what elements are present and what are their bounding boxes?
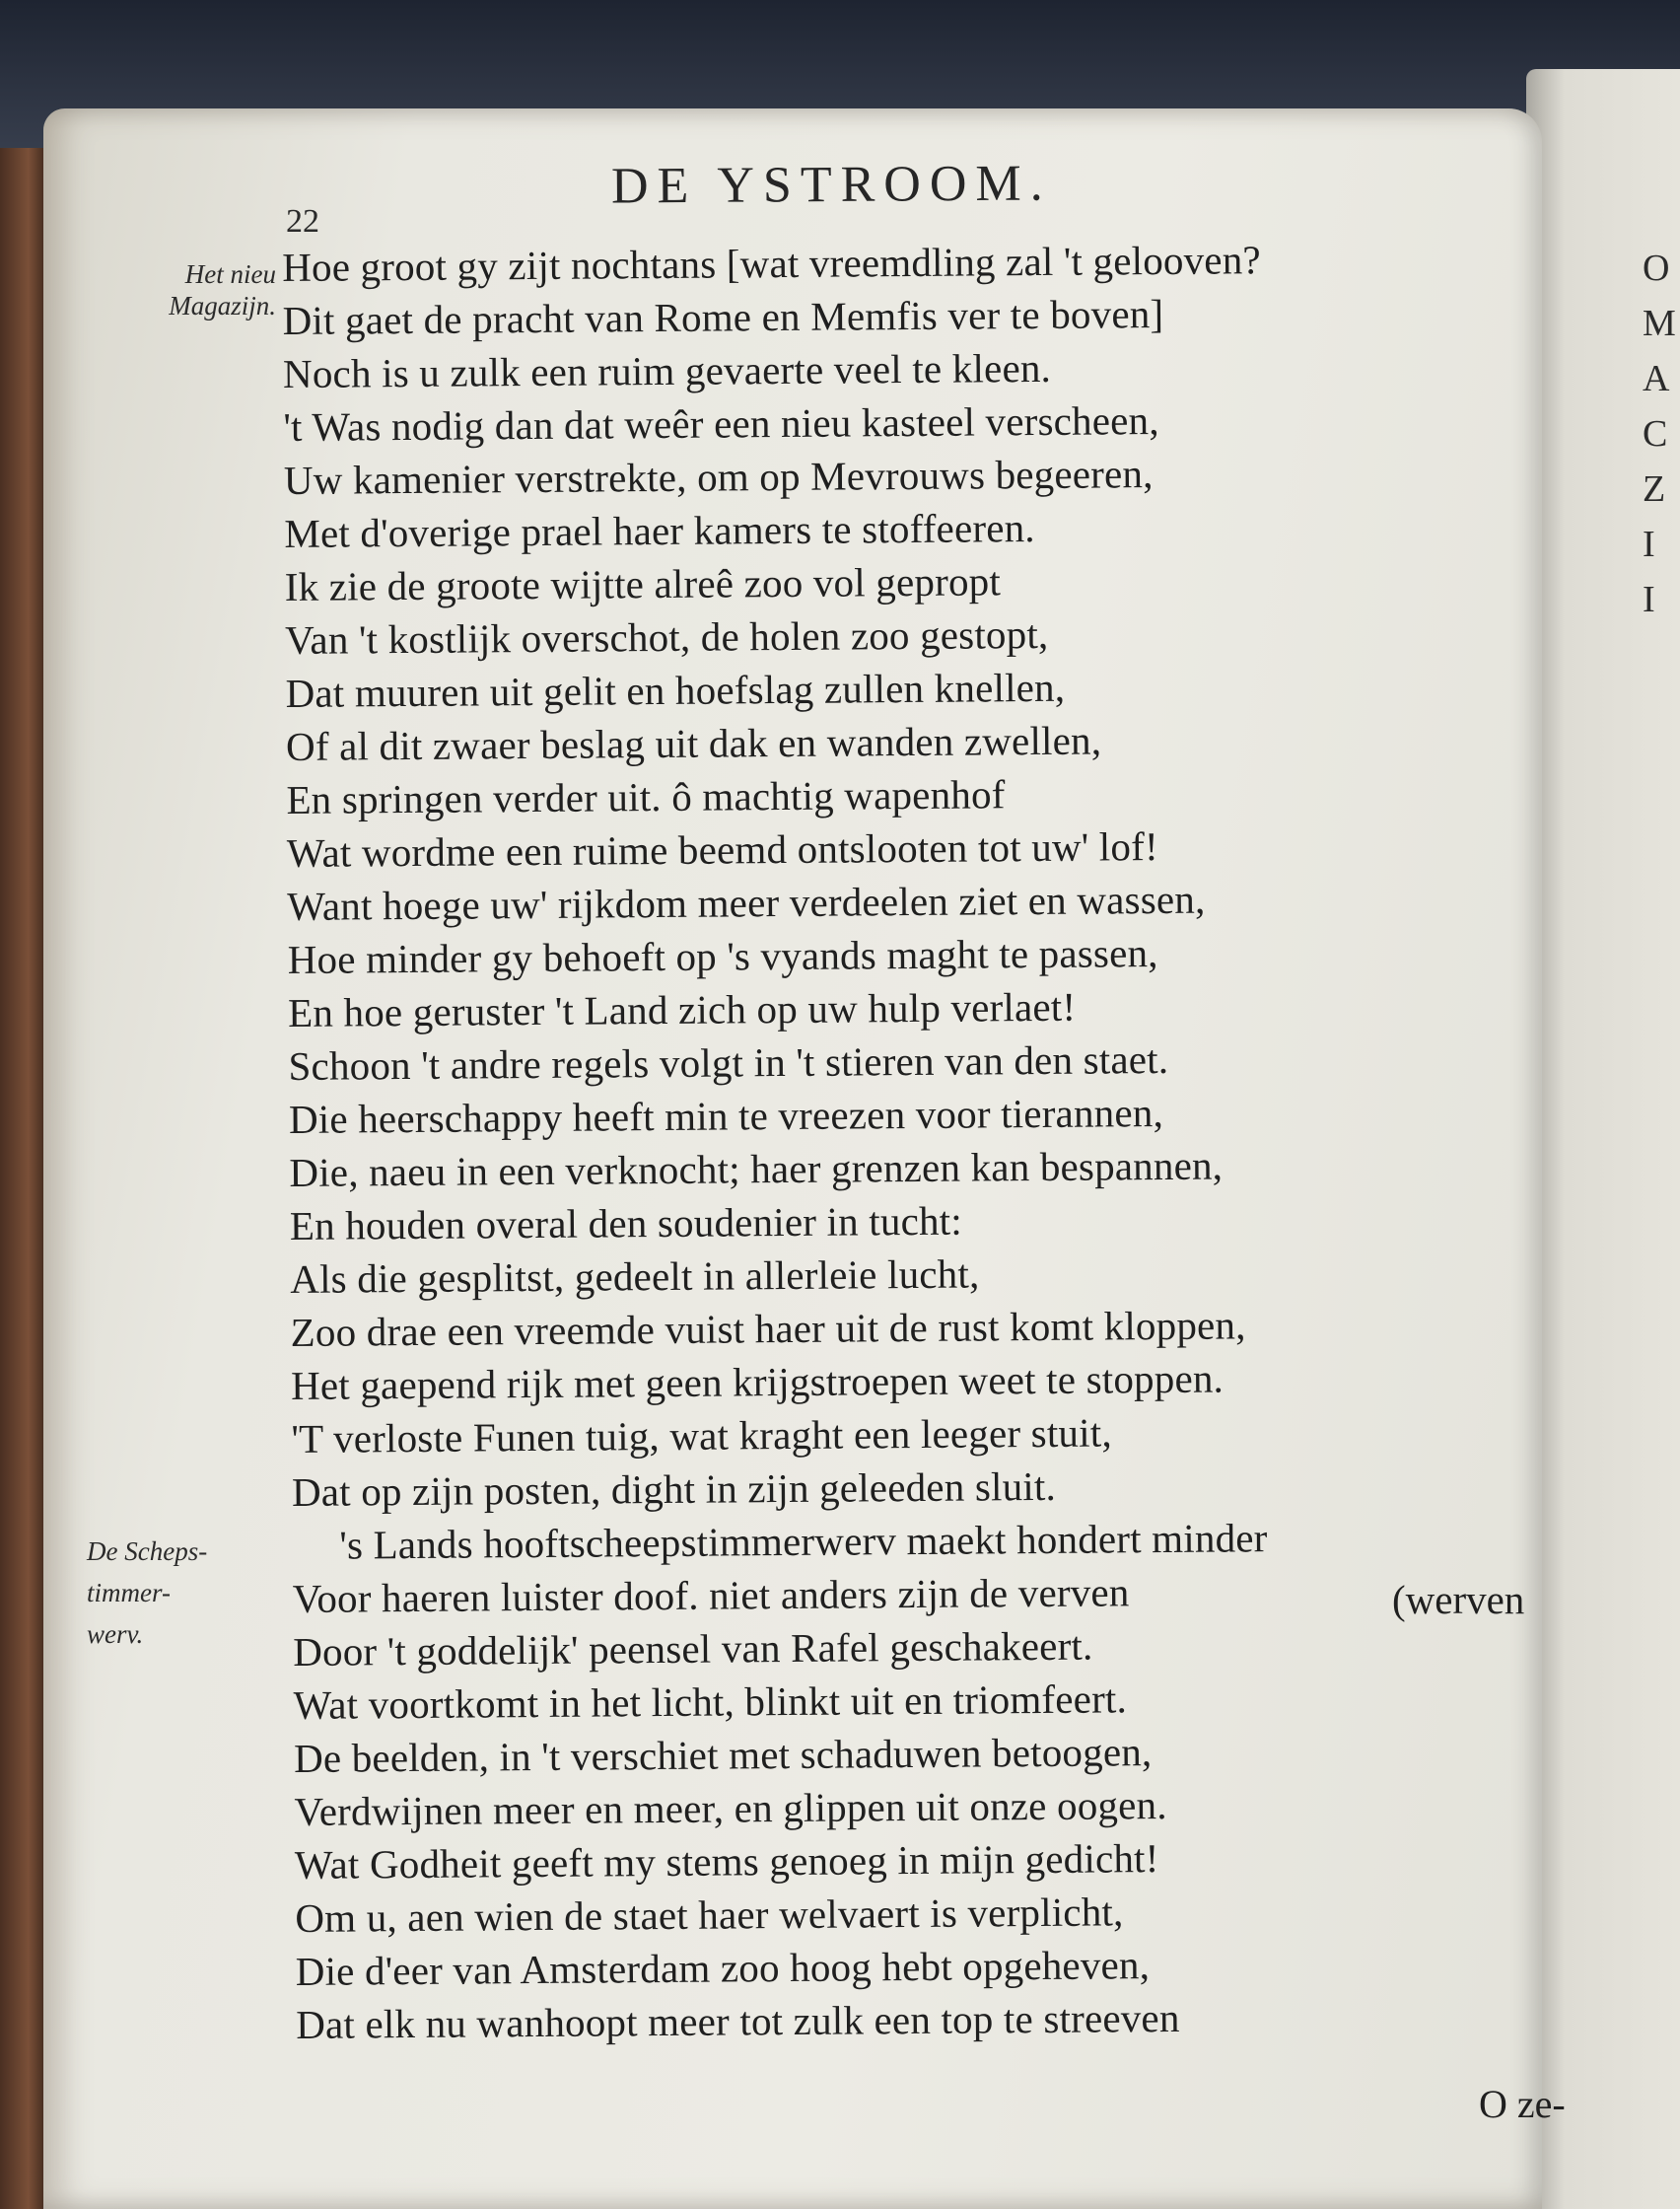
poem-line: Die heerschappy heeft min te vreezen voor tierannen, — [288, 1090, 1164, 1142]
poem-line: Hoe minder gy behoeft op 's vyands maght te passen, — [287, 930, 1158, 982]
facing-page-letter: I — [1643, 579, 1655, 620]
poem-line: Hoe groot gy zijt nochtans [wat vreemdling zal 't gelooven? — [282, 237, 1262, 290]
margin-note-line: werv. — [87, 1619, 144, 1649]
poem-line: Door 't goddelijk' peensel van Rafel geschakeert. — [293, 1622, 1093, 1675]
facing-page-letter: C — [1643, 413, 1668, 455]
poem-line: Schoon 't andre regels volgt in 't stieren van den staet. — [288, 1035, 1169, 1089]
facing-page-letter: Z — [1643, 468, 1666, 510]
poem-line: 's Lands hooftscheepstimmerwerv maekt hondert minder — [339, 1515, 1268, 1568]
poem-line: Die d'eer van Amsterdam zoo hoog hebt opgeheven, — [295, 1942, 1151, 1994]
poem-line: Dit gaet de pracht van Rome en Memfis ver te boven] — [282, 290, 1164, 343]
margin-note-line: Het nieu — [184, 259, 276, 289]
margin-note-line: De Scheps- — [87, 1536, 208, 1566]
poem-line: En springen verder uit. ô machtig wapenhof — [286, 771, 1006, 822]
facing-page-letter: O — [1643, 248, 1670, 289]
poem-line: 'T verloste Funen tuig, wat kraght een leeger stuit, — [291, 1409, 1112, 1461]
facing-page-letter: M — [1643, 303, 1676, 344]
book-edge — [0, 148, 47, 2209]
poem-line: Als die gesplitst, gedeelt in allerleie lucht, — [290, 1250, 980, 1302]
poem-line: Dat op zijn posten, dight in zijn geleeden sluit. — [291, 1462, 1057, 1515]
poem-line: Wat voortkomt in het licht, blinkt uit en triomfeert. — [293, 1675, 1128, 1728]
facing-page-letter: A — [1643, 358, 1670, 399]
poem-text — [282, 231, 1577, 2051]
page-number: 22 — [286, 203, 319, 240]
poem-line: En hoe geruster 't Land zich op uw hulp verlaet! — [287, 983, 1077, 1035]
poem-line: Noch is u zulk een ruim gevaerte veel te kleen. — [282, 344, 1052, 396]
margin-note-scheepstimmerwerv — [87, 1531, 284, 1655]
poem-line: Zoo drae een vreemde vuist haer uit de rust komt kloppen, — [290, 1302, 1246, 1355]
poem-line: Van 't kostlijk overschot, de holen zoo gestopt, — [285, 610, 1049, 663]
turnover-word: (werven — [1392, 1577, 1525, 1622]
margin-note-line: Magazijn. — [169, 291, 276, 321]
margin-note-line: timmer- — [87, 1578, 171, 1607]
poem-line: Uw kamenier verstrekte, om op Mevrouws begeeren, — [283, 451, 1154, 503]
poem-line: Dat muuren uit gelit en hoefslag zullen knellen, — [285, 664, 1066, 716]
poem-line: Wat Godheit geeft my stems genoeg in mijn gedicht! — [294, 1835, 1159, 1888]
poem-line: Wat wordme een ruime beemd ontslooten tot uw' lof! — [286, 823, 1159, 876]
catchword: O ze- — [1479, 2082, 1566, 2126]
poem-line: De beelden, in 't verschiet met schaduwen betoogen, — [293, 1729, 1153, 1781]
margin-note-magazijn — [99, 258, 276, 321]
poem-line: Om u, aen wien de staet haer welvaert is verplicht, — [295, 1888, 1124, 1941]
poem-line: Het gaepend rijk met geen krijgstroepen weet te stoppen. — [290, 1355, 1225, 1408]
poem-line: Met d'overige prael haer kamers te stoffeeren. — [284, 505, 1035, 556]
poem-line: Dat elk nu wanhoopt meer tot zulk een top te streeven — [296, 1994, 1180, 2047]
poem-line: 't Was nodig dan dat weêr een nieu kasteel verscheen, — [283, 397, 1159, 450]
page-header — [0, 155, 1577, 240]
poem-line: Verdwijnen meer en meer, en glippen uit onze oogen. — [294, 1781, 1167, 1834]
poem-line: Voor haeren luister doof. niet anders zijn de verven — [292, 1569, 1130, 1621]
poem-line: Ik zie de groote wijtte alreê zoo vol gepropt — [284, 558, 1002, 609]
running-title: DE YSTROOM. — [610, 155, 1052, 215]
poem-line: En houden overal den soudenier in tucht: — [289, 1197, 963, 1248]
poem-line: Die, naeu in een verknocht; haer grenzen kan bespannen, — [289, 1142, 1224, 1195]
facing-page-letter: I — [1643, 524, 1655, 565]
poem-line: Want hoege uw' rijkdom meer verdeelen ziet en wassen, — [287, 876, 1206, 929]
poem-line: Of al dit zwaer beslag uit dak en wanden zwellen, — [285, 717, 1102, 769]
